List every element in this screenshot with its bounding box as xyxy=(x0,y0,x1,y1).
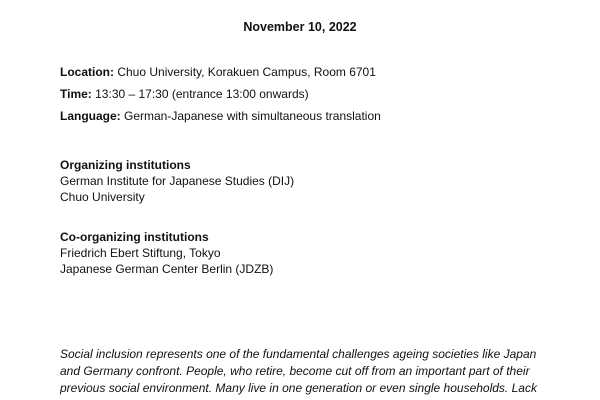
language-value: German-Japanese with simultaneous translation xyxy=(120,109,381,123)
abstract-line: and Germany confront. People, who retire, become cut off from an important part of their xyxy=(60,364,530,378)
event-details xyxy=(60,64,560,130)
time-line xyxy=(60,86,560,108)
time-label: Time: xyxy=(60,87,92,101)
co-organizing-heading: Co-organizing institutions xyxy=(60,230,209,244)
location-value: Chuo University, Korakuen Campus, Room 6701 xyxy=(114,65,376,79)
time-value: 13:30 – 17:30 (entrance 13:00 onwards) xyxy=(91,87,309,101)
co-organizing-institutions xyxy=(60,229,560,277)
organizing-item: German Institute for Japanese Studies (DIJ) xyxy=(60,174,295,188)
organizing-item: Chuo University xyxy=(60,190,145,204)
abstract-paragraph xyxy=(60,346,542,397)
organizing-institutions xyxy=(60,157,560,205)
location-line xyxy=(60,64,560,86)
language-label: Language: xyxy=(60,109,121,123)
abstract-line: Social inclusion represents one of the fundamental challenges ageing societies like Japan xyxy=(60,347,537,361)
co-organizing-item: Friedrich Ebert Stiftung, Tokyo xyxy=(60,246,221,260)
abstract-line: previous social environment. Many live in one generation or even single households. Lack xyxy=(60,381,537,395)
language-line xyxy=(60,108,560,130)
location-label: Location: xyxy=(60,65,114,79)
event-date: November 10, 2022 xyxy=(243,20,357,34)
co-organizing-item: Japanese German Center Berlin (JDZB) xyxy=(60,262,274,276)
organizing-heading: Organizing institutions xyxy=(60,158,191,172)
